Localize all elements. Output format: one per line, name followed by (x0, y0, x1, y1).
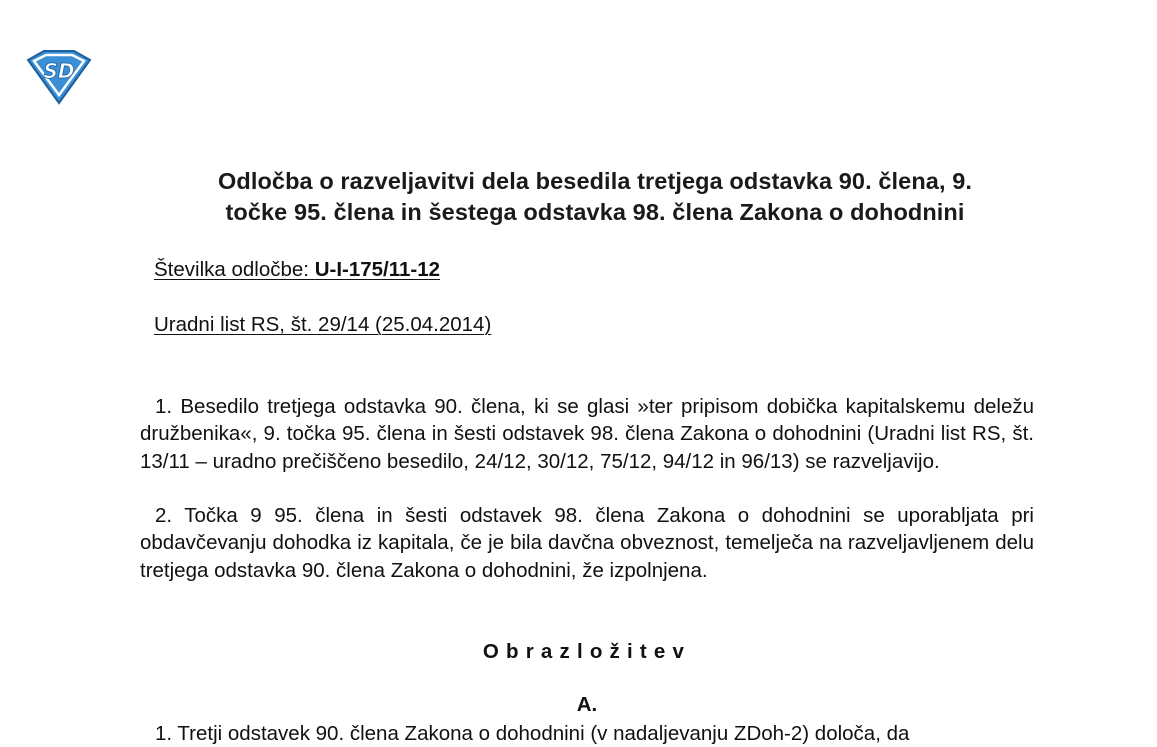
logo (22, 48, 96, 106)
logo-text: SD (43, 59, 75, 83)
section-heading-reasoning: Obrazložitev (482, 640, 692, 663)
gazette-reference: Uradni list RS, št. 29/14 (25.04.2014) (154, 313, 492, 336)
title-line-2: točke 95. člena in šestega odstavka 98. člena Zakona o dohodnini (225, 199, 965, 225)
decision-number-value: U-I-175/11-12 (314, 258, 441, 281)
document-title (120, 166, 1070, 228)
operative-paragraph-1: 1. Besedilo tretjega odstavka 90. člena, ki se glasi »ter pripisom dobička kapitalskemu deležu družbenika«, 9. točka 95. člena in šesti odstavek 98. člena Zakona o dohodnini (Uradni list RS, št. 13/11 – uradno prečiščeno besedilo, 24/12, 30/12, 75/12, 94/12 in 96/13) se razveljavijo. (140, 395, 1034, 473)
decision-number (154, 257, 440, 283)
operative-paragraph-2: 2. Točka 9 95. člena in šesti odstavek 98. člena Zakona o dohodnini se uporabljata pri obdavčevanju dohodka iz kapitala, če je bila davčna obveznost, temelječa na razveljavljenem delu tretjega odstavka 90. člena Zakona o dohodnini, že izpolnjena. (140, 504, 1034, 582)
reasoning-paragraph-1: 1. Tretji odstavek 90. člena Zakona o dohodnini (v nadaljevanju ZDoh-2) določa, da (155, 722, 910, 745)
subsection-heading-a: A. (576, 693, 598, 716)
title-line-1: Odločba o razveljavitvi dela besedila tretjega odstavka 90. člena, 9. (217, 168, 972, 194)
decision-number-label: Številka odločbe: (154, 258, 315, 281)
sd-shield-logo-icon (22, 48, 96, 106)
